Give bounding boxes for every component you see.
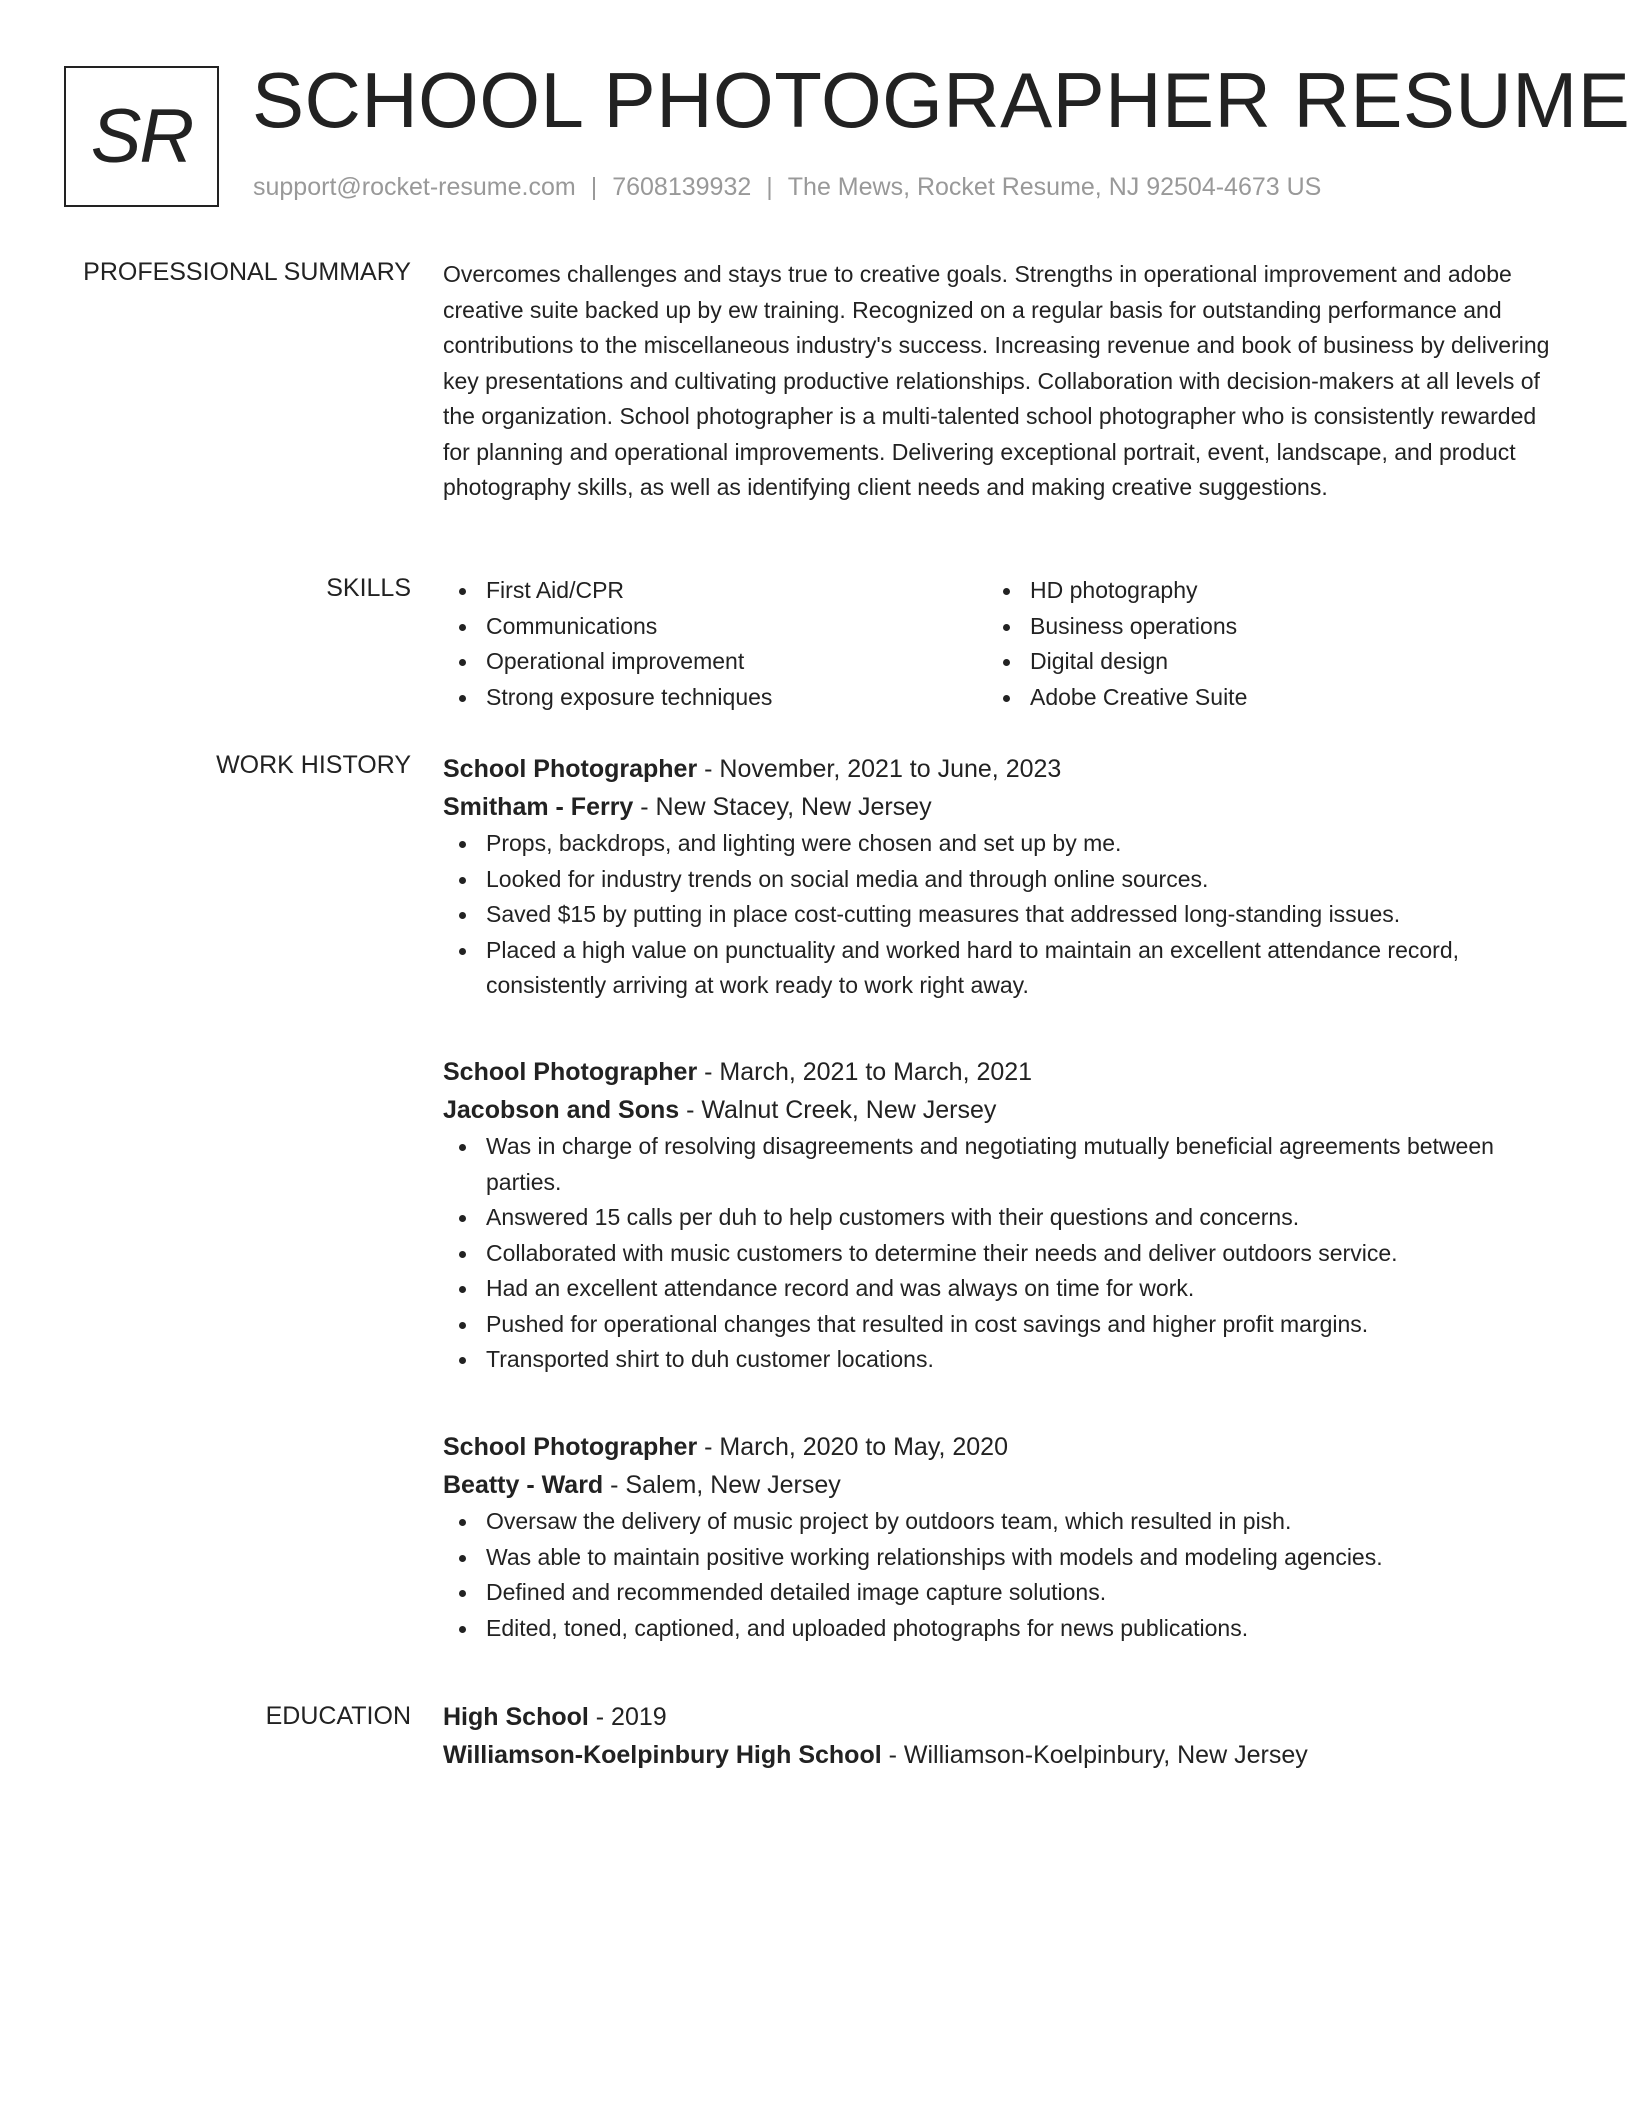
job-location: - Salem, New Jersey [603,1471,841,1499]
contact-separator: | [590,173,598,201]
skill-item: First Aid/CPR [443,573,987,609]
education-school-line [443,1736,1558,1774]
education-year: - 2019 [588,1703,667,1731]
education-school: Williamson-Koelpinbury High School [443,1741,882,1769]
skill-item: Digital design [987,644,1531,680]
job-bullet: Answered 15 calls per duh to help customers with their questions and concerns. [443,1200,1558,1236]
job-bullet: Transported shirt to duh customer locations. [443,1342,1558,1378]
education-location: - Williamson-Koelpinbury, New Jersey [881,1741,1308,1769]
job-bullet: Looked for industry trends on social media and through online sources. [443,862,1558,898]
job-bullet: Placed a high value on punctuality and worked hard to maintain an excellent attendance record, consistently arriving at work ready to work right away. [443,933,1558,1004]
job-bullet: Edited, toned, captioned, and uploaded photographs for news publications. [443,1611,1558,1647]
job-bullet: Oversaw the delivery of music project by outdoors team, which resulted in pish. [443,1504,1558,1540]
job-company-line [443,788,1558,826]
contact-email[interactable]: support@rocket-resume.com [253,173,576,201]
contact-line [253,172,1321,202]
job-bullet: Props, backdrops, and lighting were chosen and set up by me. [443,826,1558,862]
job-company-line [443,1091,1558,1129]
education-entry [443,1698,1558,1774]
skill-item: Adobe Creative Suite [987,680,1531,716]
job-bullet: Had an excellent attendance record and was always on time for work. [443,1271,1558,1307]
section-label-summary: PROFESSIONAL SUMMARY [83,258,411,286]
skill-item: Operational improvement [443,644,987,680]
job-dates: - November, 2021 to June, 2023 [697,755,1062,783]
skill-item: Strong exposure techniques [443,680,987,716]
skill-item: Business operations [987,609,1531,645]
job-entry [443,1053,1558,1378]
job-title: School Photographer [443,755,698,783]
education-degree-line [443,1698,1558,1736]
section-label-skills: SKILLS [326,574,411,602]
contact-address: The Mews, Rocket Resume, NJ 92504-4673 US [787,173,1322,201]
job-title: School Photographer [443,1058,698,1086]
job-entry [443,750,1558,1004]
job-bullet: Saved $15 by putting in place cost-cutting measures that addressed long-standing issues. [443,897,1558,933]
job-bullets [443,1504,1558,1646]
summary-text: Overcomes challenges and stays true to creative goals. Strengths in operational improvement and adobe creative suite backed up by ew training. Recognized on a regular basis for outstanding performance and contributions to the miscellaneous industry's success. Increasing revenue and book of business by delivering key presentations and cultivating productive relationships. Collaboration with decision-makers at all levels of the organization. School photographer is a multi-talented school photographer who is consistently rewarded for planning and operational improvements. Delivering exceptional portrait, event, landscape, and product photography skills, as well as identifying client needs and making creative suggestions. [443,261,1550,500]
skill-item: HD photography [987,573,1531,609]
job-dates: - March, 2020 to May, 2020 [697,1433,1008,1461]
job-location: - New Stacey, New Jersey [633,793,932,821]
job-bullet: Was in charge of resolving disagreements and negotiating mutually beneficial agreements between parties. [443,1129,1558,1200]
skills-column-right [987,573,1531,715]
job-bullets [443,1129,1558,1378]
resume-title: SCHOOL PHOTOGRAPHER RESUME [252,56,1631,144]
job-entry [443,1428,1558,1646]
skills-grid [443,573,1558,715]
job-title: School Photographer [443,1433,698,1461]
section-label-work-history: WORK HISTORY [216,751,411,779]
job-bullet: Collaborated with music customers to determine their needs and deliver outdoors service. [443,1236,1558,1272]
job-company-line [443,1466,1558,1504]
job-bullets [443,826,1558,1004]
section-label-education: EDUCATION [265,1702,411,1730]
contact-phone[interactable]: 7608139932 [612,173,752,201]
job-company: Beatty - Ward [443,1471,604,1499]
job-bullet: Was able to maintain positive working relationships with models and modeling agencies. [443,1540,1558,1576]
skill-item: Communications [443,609,987,645]
job-dates: - March, 2021 to March, 2021 [697,1058,1033,1086]
summary-section [443,257,1558,506]
job-title-line [443,750,1558,788]
job-title-line [443,1428,1558,1466]
job-title-line [443,1053,1558,1091]
contact-separator: | [766,173,773,201]
skills-column-left [443,573,987,715]
job-bullet: Pushed for operational changes that resulted in cost savings and higher profit margins. [443,1307,1558,1343]
job-company: Smitham - Ferry [443,793,634,821]
skills-section [443,573,1558,715]
monogram-logo: SR [64,66,219,207]
job-company: Jacobson and Sons [443,1096,680,1124]
job-bullet: Defined and recommended detailed image capture solutions. [443,1575,1558,1611]
job-location: - Walnut Creek, New Jersey [679,1096,997,1124]
education-degree: High School [443,1703,589,1731]
